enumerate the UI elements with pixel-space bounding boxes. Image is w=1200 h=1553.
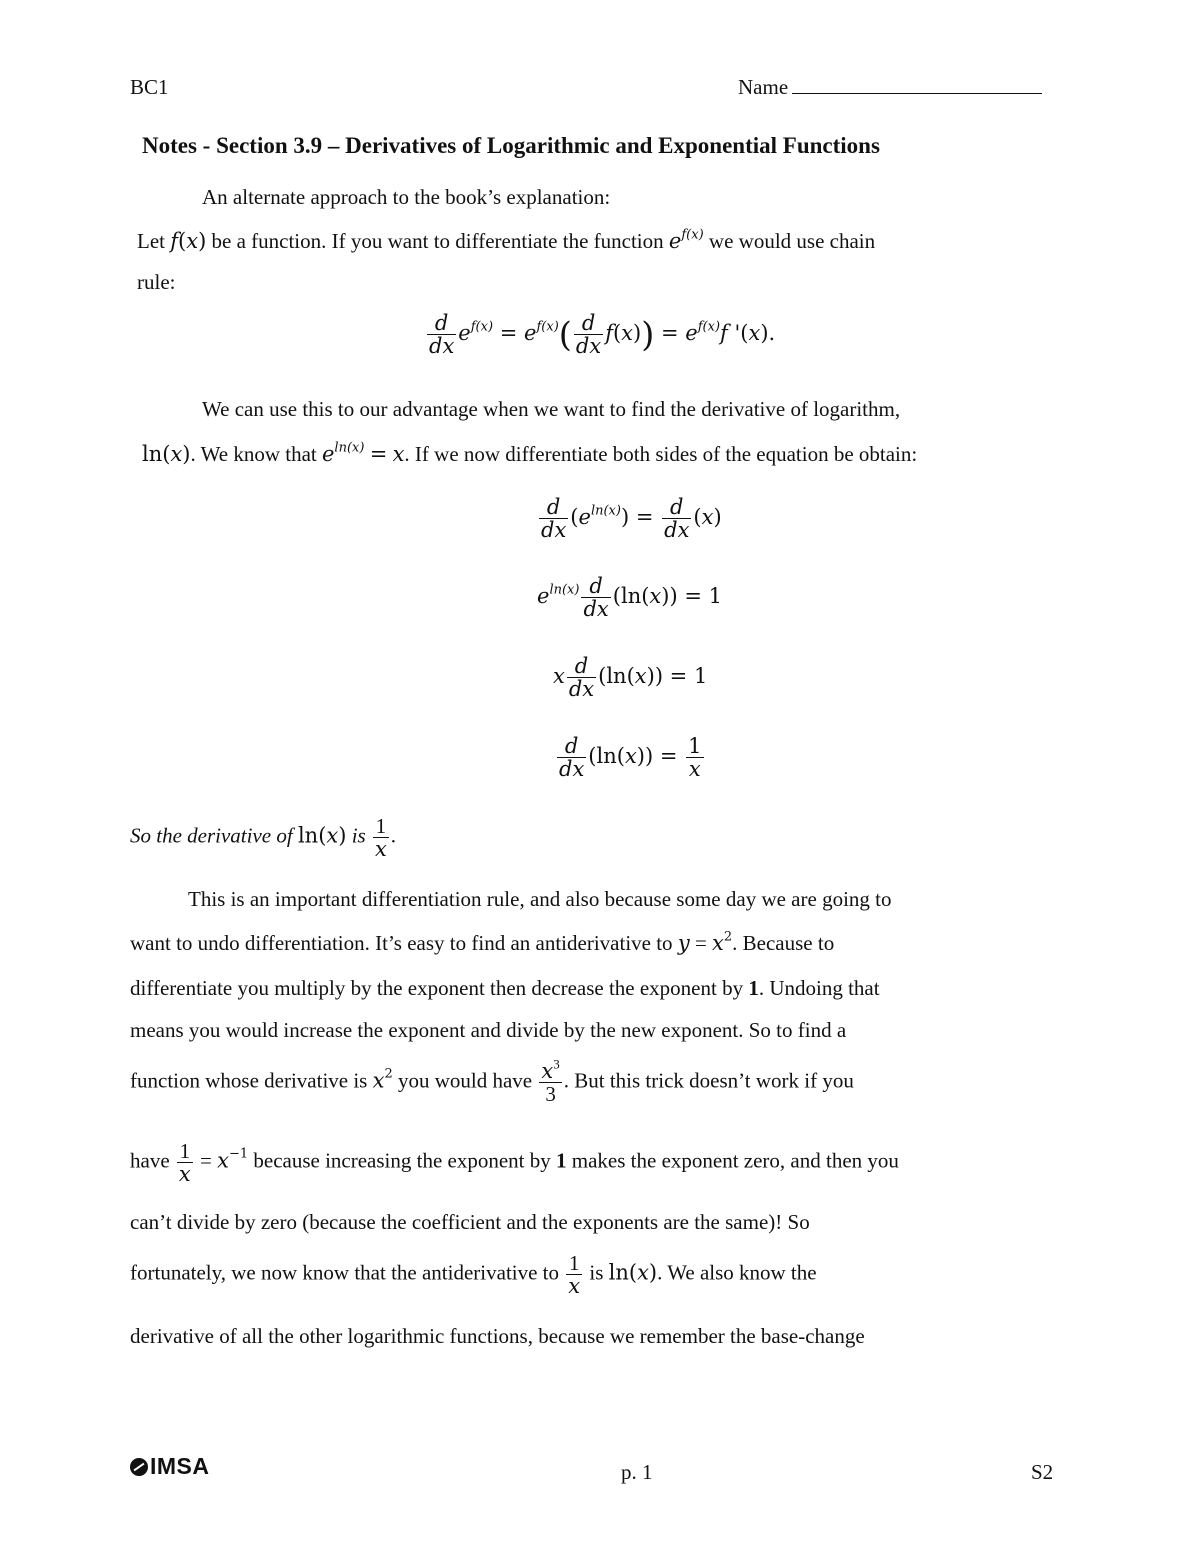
- intro-text: An alternate approach to the book’s explanation:: [202, 185, 611, 209]
- equation-step-4: $\frac{d}{dx}$ (ln(x)) = $\frac{1}{x}$: [559, 734, 702, 782]
- imsa-logo: [130, 1453, 210, 1480]
- imsa-logo-text: IMSA: [150, 1453, 210, 1479]
- para3-line5-text-b: you would have: [397, 1068, 533, 1093]
- math-e-ln-x: $e^{ln(x)}$: [321, 440, 365, 466]
- page-number: p. 1: [621, 1460, 653, 1484]
- para3-line6: have $\frac{1}{x}$ = $x^{-1}$ because increasing the exponent by 1 makes the exponent zero, and then you: [130, 1139, 899, 1187]
- para3-line3-text-a: differentiate you multiply by the exponent then decrease the exponent by: [130, 976, 744, 1000]
- para3-line7: can’t divide by zero (because the coefficient and the exponents are the same)! So: [130, 1210, 810, 1234]
- para3-line2: want to undo differentiation. It’s easy to find an antiderivative to $y = x^2$. Because to: [130, 929, 835, 955]
- para3-line5-text-a: function whose derivative is: [130, 1068, 368, 1093]
- para3-line6-number: 1: [556, 1148, 567, 1173]
- conclusion-text-b: is: [351, 823, 366, 848]
- equation-step-3: x $\frac{d}{dx}$ (ln(x)) = 1: [553, 654, 708, 702]
- para3-line8-text-b: is: [589, 1260, 604, 1285]
- course-label: BC1: [130, 75, 169, 99]
- equation-step-1: $\frac{d}{dx}$ $(e^{ln(x)})$ = $\frac{d}{dx}$ (x): [541, 495, 722, 543]
- para3-line8: fortunately, we now know that the antiderivative to $\frac{1}{x}$ is ln(x). We also know the: [130, 1251, 817, 1299]
- para3-line4: means you would increase the exponent and divide by the new exponent. So to find a: [130, 1018, 847, 1042]
- para2-line1: We can use this to our advantage when we want to find the derivative of logarithm,: [202, 397, 901, 421]
- math-e-fx: $e^{f(x)}$: [668, 227, 704, 253]
- para3-line6-text-a: have: [130, 1148, 170, 1173]
- para2-text-a: . We know that: [190, 442, 317, 466]
- para3-line3-text-b: . Undoing that: [758, 976, 880, 1000]
- para3-line8-text-c: . We also know the: [657, 1260, 817, 1285]
- para3-line8-text-a: fortunately, we now know that the antiderivative to: [130, 1260, 560, 1285]
- page-title: Notes - Section 3.9 – Derivatives of Logarithmic and Exponential Functions: [142, 133, 880, 158]
- name-blank-line: [792, 75, 1042, 94]
- let-word: Let: [137, 229, 165, 253]
- name-label: Name: [738, 75, 789, 99]
- para3-line3-number: 1: [748, 976, 759, 1000]
- math-ln-x: ln(x): [142, 442, 191, 466]
- conclusion-text-a: So the derivative of: [130, 823, 293, 848]
- name-field: [738, 75, 1042, 100]
- para2-text-b: . If we now differentiate both sides of the equation be obtain:: [404, 442, 918, 466]
- para1-text-a: be a function. If you want to differentiate the function: [211, 229, 664, 253]
- para3-line1: This is an important differentiation rule, and also because some day we are going to: [188, 887, 892, 911]
- para3-line6-text-b: because increasing the exponent by: [253, 1148, 551, 1173]
- para3-line2-text-a: want to undo differentiation. It’s easy to find an antiderivative to: [130, 931, 673, 955]
- para3-line5-text-c: . But this trick doesn’t work if you: [563, 1068, 854, 1093]
- conclusion-line: So the derivative of ln(x) is $\frac{1}{x}$ .: [130, 814, 397, 862]
- math-fx: f: [170, 229, 179, 253]
- para1-text-b: we would use chain: [708, 229, 876, 253]
- imsa-logo-icon: [130, 1458, 148, 1476]
- equation-chain-rule: $\frac{d}{dx}$ $e^{f(x)} = e^{f(x)}$( $\frac{d}{dx}$ $f(x)) = e^{f(x)}f$ '(x).: [429, 311, 776, 359]
- footer-code: S2: [1031, 1460, 1054, 1484]
- para1-line1: Let f(x) be a function. If you want to differentiate the function $e^{f(x)}$ we would use chain: [137, 227, 876, 253]
- para3-line3: [130, 976, 880, 1001]
- para2-line2: ln(x). We know that $e^{ln(x)} = x$. If we now differentiate both sides of the equation be obtain:: [142, 440, 918, 466]
- equation-step-2: $e^{ln(x)}$ $\frac{d}{dx}$ (ln(x)) = 1: [537, 574, 722, 622]
- para3-line2-text-b: . Because to: [732, 931, 835, 955]
- para3-line6-text-c: makes the exponent zero, and then you: [571, 1148, 899, 1173]
- para3-line9: derivative of all the other logarithmic functions, because we remember the base-change: [130, 1324, 865, 1348]
- para3-line5: function whose derivative is $x^2$ you would have $\frac{x^3}{3}$ . But this trick doesn’t work if you: [130, 1056, 854, 1107]
- para1-line2: rule:: [137, 270, 176, 294]
